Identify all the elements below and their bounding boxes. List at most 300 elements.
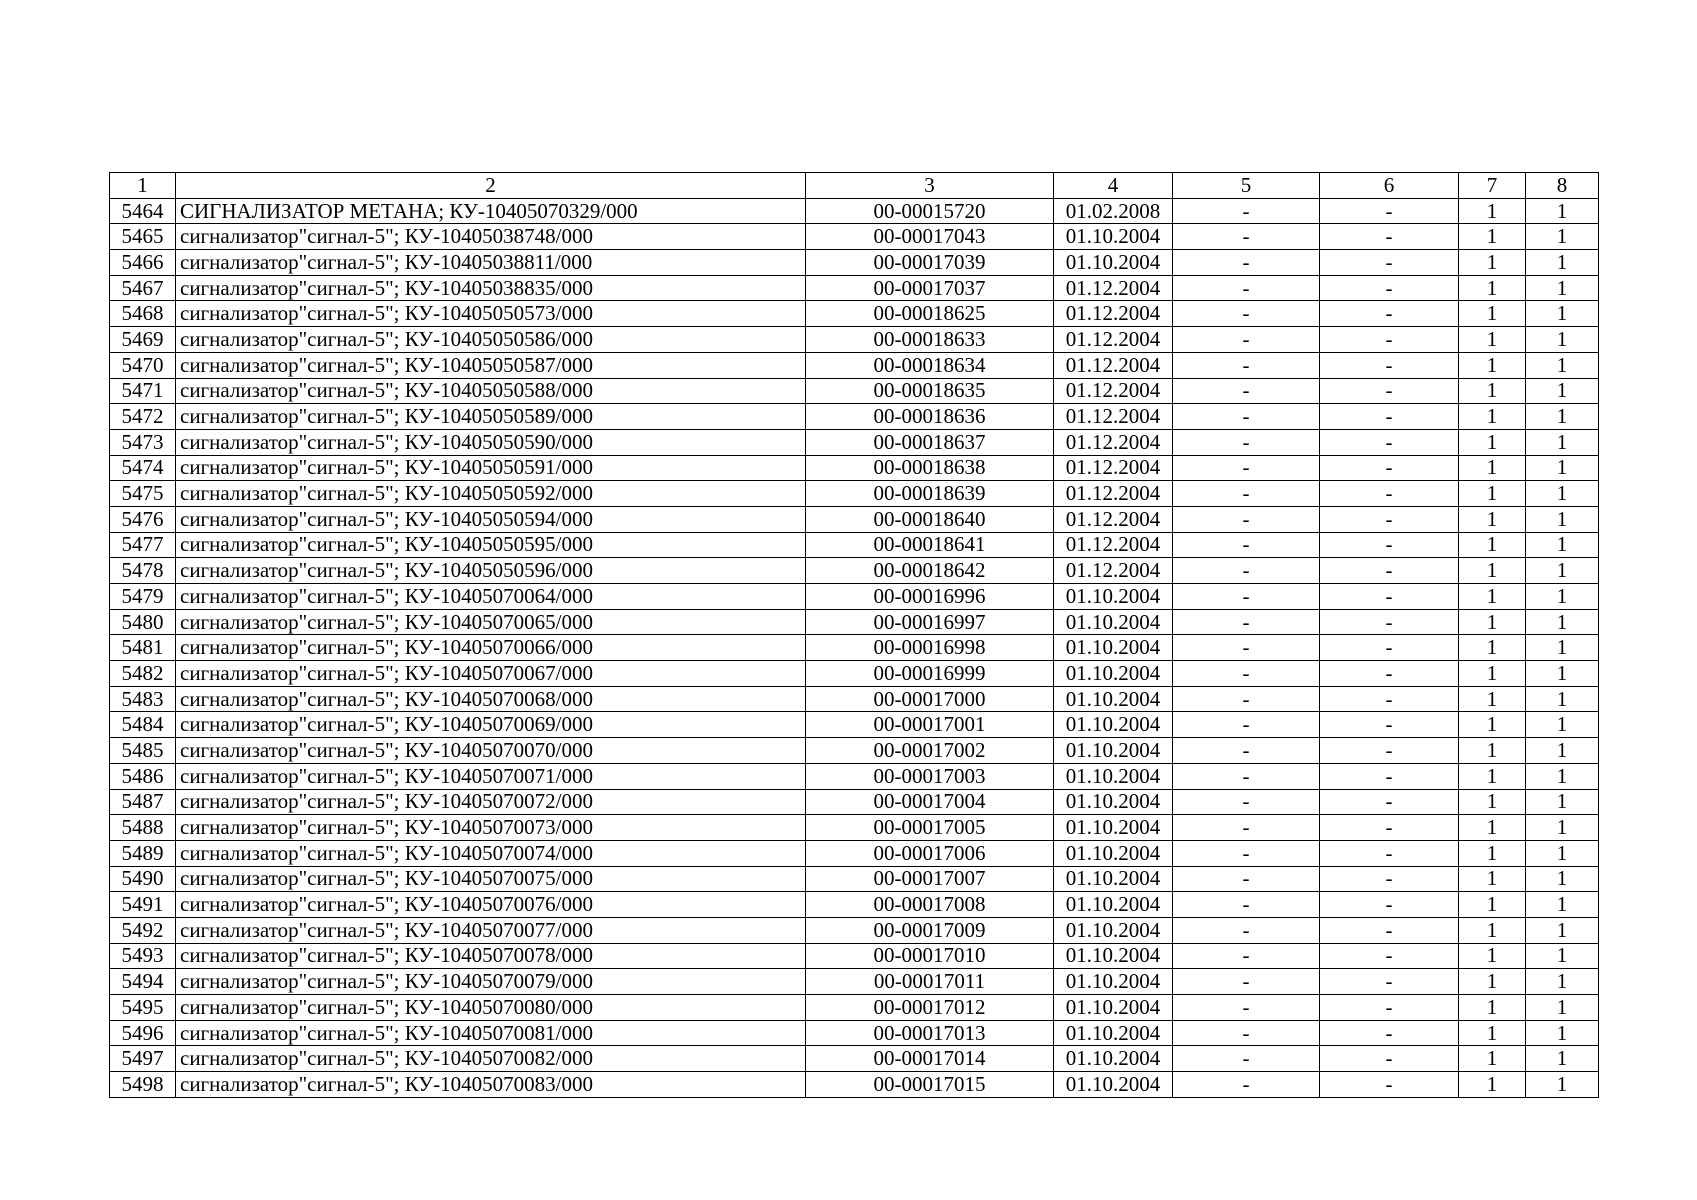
- cell-col-7: 1: [1459, 455, 1526, 481]
- cell-date: 01.10.2004: [1054, 1046, 1173, 1072]
- cell-col-5: -: [1173, 404, 1320, 430]
- cell-col-6: -: [1320, 661, 1459, 687]
- column-header-8: 8: [1526, 173, 1599, 199]
- cell-col-7: 1: [1459, 789, 1526, 815]
- cell-inventory-number: 00-00016996: [806, 584, 1054, 610]
- cell-row-number: 5481: [110, 635, 176, 661]
- table-row: [110, 506, 1599, 532]
- cell-col-8: 1: [1526, 327, 1599, 353]
- cell-col-6: -: [1320, 455, 1459, 481]
- cell-col-6: -: [1320, 506, 1459, 532]
- cell-inventory-number: 00-00017008: [806, 892, 1054, 918]
- cell-col-7: 1: [1459, 609, 1526, 635]
- cell-col-8: 1: [1526, 686, 1599, 712]
- cell-inventory-number: 00-00017003: [806, 763, 1054, 789]
- cell-col-5: -: [1173, 738, 1320, 764]
- table-row: [110, 712, 1599, 738]
- cell-col-7: 1: [1459, 532, 1526, 558]
- cell-item-name: сигнализатор"сигнал-5"; КУ-10405070083/000: [176, 1072, 806, 1098]
- cell-inventory-number: 00-00017000: [806, 686, 1054, 712]
- cell-col-6: -: [1320, 609, 1459, 635]
- cell-date: 01.10.2004: [1054, 917, 1173, 943]
- cell-col-6: -: [1320, 352, 1459, 378]
- cell-item-name: сигнализатор"сигнал-5"; КУ-10405050586/000: [176, 327, 806, 353]
- cell-date: 01.12.2004: [1054, 429, 1173, 455]
- cell-date: 01.12.2004: [1054, 404, 1173, 430]
- column-header-1: 1: [110, 173, 176, 199]
- cell-row-number: 5466: [110, 250, 176, 276]
- cell-col-7: 1: [1459, 686, 1526, 712]
- cell-col-7: 1: [1459, 1072, 1526, 1098]
- cell-col-8: 1: [1526, 1020, 1599, 1046]
- header-row: [110, 173, 1599, 199]
- cell-col-8: 1: [1526, 558, 1599, 584]
- cell-col-6: -: [1320, 250, 1459, 276]
- cell-item-name: сигнализатор"сигнал-5"; КУ-10405070078/000: [176, 943, 806, 969]
- cell-inventory-number: 00-00017015: [806, 1072, 1054, 1098]
- cell-col-8: 1: [1526, 995, 1599, 1021]
- cell-col-5: -: [1173, 455, 1320, 481]
- cell-inventory-number: 00-00017005: [806, 815, 1054, 841]
- cell-date: 01.10.2004: [1054, 943, 1173, 969]
- cell-col-8: 1: [1526, 661, 1599, 687]
- cell-col-5: -: [1173, 609, 1320, 635]
- cell-col-5: -: [1173, 301, 1320, 327]
- cell-date: 01.12.2004: [1054, 275, 1173, 301]
- cell-item-name: сигнализатор"сигнал-5"; КУ-10405050596/000: [176, 558, 806, 584]
- cell-col-5: -: [1173, 275, 1320, 301]
- cell-inventory-number: 00-00017014: [806, 1046, 1054, 1072]
- cell-inventory-number: 00-00018635: [806, 378, 1054, 404]
- cell-col-7: 1: [1459, 1046, 1526, 1072]
- cell-row-number: 5468: [110, 301, 176, 327]
- cell-col-7: 1: [1459, 404, 1526, 430]
- cell-row-number: 5487: [110, 789, 176, 815]
- cell-row-number: 5484: [110, 712, 176, 738]
- table-row: [110, 661, 1599, 687]
- cell-col-5: -: [1173, 1046, 1320, 1072]
- table-body: [110, 198, 1599, 1097]
- cell-item-name: сигнализатор"сигнал-5"; КУ-10405070076/000: [176, 892, 806, 918]
- cell-col-8: 1: [1526, 917, 1599, 943]
- cell-row-number: 5498: [110, 1072, 176, 1098]
- cell-item-name: сигнализатор"сигнал-5"; КУ-10405070071/000: [176, 763, 806, 789]
- cell-col-8: 1: [1526, 789, 1599, 815]
- cell-row-number: 5495: [110, 995, 176, 1021]
- cell-inventory-number: 00-00016997: [806, 609, 1054, 635]
- cell-col-6: -: [1320, 301, 1459, 327]
- cell-col-5: -: [1173, 378, 1320, 404]
- cell-col-8: 1: [1526, 712, 1599, 738]
- cell-row-number: 5488: [110, 815, 176, 841]
- cell-row-number: 5489: [110, 840, 176, 866]
- cell-inventory-number: 00-00017001: [806, 712, 1054, 738]
- cell-item-name: сигнализатор"сигнал-5"; КУ-10405070067/000: [176, 661, 806, 687]
- cell-item-name: сигнализатор"сигнал-5"; КУ-10405050589/000: [176, 404, 806, 430]
- cell-col-5: -: [1173, 250, 1320, 276]
- cell-col-8: 1: [1526, 532, 1599, 558]
- cell-col-7: 1: [1459, 763, 1526, 789]
- cell-col-6: -: [1320, 429, 1459, 455]
- cell-inventory-number: 00-00018625: [806, 301, 1054, 327]
- table-row: [110, 352, 1599, 378]
- cell-col-5: -: [1173, 429, 1320, 455]
- cell-col-6: -: [1320, 224, 1459, 250]
- cell-date: 01.10.2004: [1054, 609, 1173, 635]
- cell-col-5: -: [1173, 866, 1320, 892]
- cell-row-number: 5486: [110, 763, 176, 789]
- cell-col-6: -: [1320, 943, 1459, 969]
- cell-row-number: 5490: [110, 866, 176, 892]
- cell-row-number: 5483: [110, 686, 176, 712]
- table-row: [110, 866, 1599, 892]
- table-row: [110, 301, 1599, 327]
- cell-date: 01.10.2004: [1054, 712, 1173, 738]
- cell-item-name: сигнализатор"сигнал-5"; КУ-10405070069/000: [176, 712, 806, 738]
- cell-item-name: сигнализатор"сигнал-5"; КУ-10405070070/000: [176, 738, 806, 764]
- cell-col-7: 1: [1459, 198, 1526, 224]
- cell-date: 01.10.2004: [1054, 866, 1173, 892]
- cell-col-5: -: [1173, 198, 1320, 224]
- cell-row-number: 5470: [110, 352, 176, 378]
- table-row: [110, 840, 1599, 866]
- cell-col-6: -: [1320, 378, 1459, 404]
- cell-col-6: -: [1320, 815, 1459, 841]
- cell-col-7: 1: [1459, 506, 1526, 532]
- cell-inventory-number: 00-00018640: [806, 506, 1054, 532]
- cell-inventory-number: 00-00017004: [806, 789, 1054, 815]
- cell-date: 01.10.2004: [1054, 995, 1173, 1021]
- column-header-7: 7: [1459, 173, 1526, 199]
- cell-col-8: 1: [1526, 404, 1599, 430]
- cell-date: 01.12.2004: [1054, 301, 1173, 327]
- cell-col-5: -: [1173, 763, 1320, 789]
- cell-col-8: 1: [1526, 866, 1599, 892]
- cell-row-number: 5494: [110, 969, 176, 995]
- cell-col-8: 1: [1526, 635, 1599, 661]
- cell-date: 01.12.2004: [1054, 378, 1173, 404]
- cell-col-7: 1: [1459, 378, 1526, 404]
- cell-col-6: -: [1320, 635, 1459, 661]
- cell-col-8: 1: [1526, 352, 1599, 378]
- cell-date: 01.10.2004: [1054, 892, 1173, 918]
- cell-date: 01.12.2004: [1054, 532, 1173, 558]
- cell-col-6: -: [1320, 686, 1459, 712]
- column-header-3: 3: [806, 173, 1054, 199]
- cell-date: 01.10.2004: [1054, 738, 1173, 764]
- cell-col-5: -: [1173, 1072, 1320, 1098]
- cell-row-number: 5477: [110, 532, 176, 558]
- cell-item-name: сигнализатор"сигнал-5"; КУ-10405070080/000: [176, 995, 806, 1021]
- cell-col-6: -: [1320, 532, 1459, 558]
- cell-col-7: 1: [1459, 301, 1526, 327]
- cell-col-8: 1: [1526, 250, 1599, 276]
- cell-col-5: -: [1173, 840, 1320, 866]
- cell-col-5: -: [1173, 686, 1320, 712]
- cell-row-number: 5464: [110, 198, 176, 224]
- table-row: [110, 635, 1599, 661]
- cell-date: 01.10.2004: [1054, 661, 1173, 687]
- table-row: [110, 609, 1599, 635]
- cell-date: 01.12.2004: [1054, 352, 1173, 378]
- cell-item-name: СИГНАЛИЗАТОР МЕТАНА; КУ-10405070329/000: [176, 198, 806, 224]
- table-row: [110, 250, 1599, 276]
- cell-inventory-number: 00-00018633: [806, 327, 1054, 353]
- cell-col-5: -: [1173, 995, 1320, 1021]
- cell-date: 01.12.2004: [1054, 506, 1173, 532]
- cell-item-name: сигнализатор"сигнал-5"; КУ-10405050592/000: [176, 481, 806, 507]
- cell-item-name: сигнализатор"сигнал-5"; КУ-10405050595/000: [176, 532, 806, 558]
- cell-col-6: -: [1320, 917, 1459, 943]
- column-header-6: 6: [1320, 173, 1459, 199]
- cell-item-name: сигнализатор"сигнал-5"; КУ-10405070064/000: [176, 584, 806, 610]
- cell-col-7: 1: [1459, 481, 1526, 507]
- table-row: [110, 275, 1599, 301]
- table-row: [110, 738, 1599, 764]
- cell-col-7: 1: [1459, 584, 1526, 610]
- cell-col-5: -: [1173, 481, 1320, 507]
- cell-col-7: 1: [1459, 943, 1526, 969]
- cell-inventory-number: 00-00017012: [806, 995, 1054, 1021]
- cell-col-5: -: [1173, 892, 1320, 918]
- cell-date: 01.12.2004: [1054, 481, 1173, 507]
- cell-col-7: 1: [1459, 969, 1526, 995]
- column-header-5: 5: [1173, 173, 1320, 199]
- cell-col-6: -: [1320, 763, 1459, 789]
- cell-col-5: -: [1173, 969, 1320, 995]
- cell-col-7: 1: [1459, 712, 1526, 738]
- cell-col-7: 1: [1459, 995, 1526, 1021]
- cell-row-number: 5491: [110, 892, 176, 918]
- cell-inventory-number: 00-00018637: [806, 429, 1054, 455]
- cell-item-name: сигнализатор"сигнал-5"; КУ-10405050573/000: [176, 301, 806, 327]
- cell-col-6: -: [1320, 969, 1459, 995]
- table-row: [110, 1046, 1599, 1072]
- cell-date: 01.10.2004: [1054, 250, 1173, 276]
- cell-row-number: 5493: [110, 943, 176, 969]
- cell-col-8: 1: [1526, 840, 1599, 866]
- cell-col-6: -: [1320, 840, 1459, 866]
- cell-col-8: 1: [1526, 892, 1599, 918]
- cell-col-8: 1: [1526, 378, 1599, 404]
- cell-col-7: 1: [1459, 429, 1526, 455]
- cell-col-8: 1: [1526, 738, 1599, 764]
- cell-col-5: -: [1173, 1020, 1320, 1046]
- cell-item-name: сигнализатор"сигнал-5"; КУ-10405070075/000: [176, 866, 806, 892]
- cell-item-name: сигнализатор"сигнал-5"; КУ-10405070073/000: [176, 815, 806, 841]
- cell-col-6: -: [1320, 1046, 1459, 1072]
- cell-col-7: 1: [1459, 275, 1526, 301]
- cell-inventory-number: 00-00018638: [806, 455, 1054, 481]
- table-row: [110, 198, 1599, 224]
- cell-col-6: -: [1320, 866, 1459, 892]
- cell-col-8: 1: [1526, 584, 1599, 610]
- cell-col-8: 1: [1526, 763, 1599, 789]
- cell-date: 01.10.2004: [1054, 763, 1173, 789]
- cell-col-8: 1: [1526, 1072, 1599, 1098]
- cell-row-number: 5476: [110, 506, 176, 532]
- cell-row-number: 5485: [110, 738, 176, 764]
- cell-item-name: сигнализатор"сигнал-5"; КУ-10405038811/000: [176, 250, 806, 276]
- column-header-2: 2: [176, 173, 806, 199]
- cell-col-6: -: [1320, 1072, 1459, 1098]
- cell-date: 01.10.2004: [1054, 815, 1173, 841]
- cell-col-7: 1: [1459, 892, 1526, 918]
- table-row: [110, 917, 1599, 943]
- cell-date: 01.12.2004: [1054, 558, 1173, 584]
- cell-row-number: 5497: [110, 1046, 176, 1072]
- cell-item-name: сигнализатор"сигнал-5"; КУ-10405070066/000: [176, 635, 806, 661]
- cell-item-name: сигнализатор"сигнал-5"; КУ-10405070072/000: [176, 789, 806, 815]
- table-row: [110, 1072, 1599, 1098]
- cell-row-number: 5479: [110, 584, 176, 610]
- cell-item-name: сигнализатор"сигнал-5"; КУ-10405038748/000: [176, 224, 806, 250]
- cell-inventory-number: 00-00017039: [806, 250, 1054, 276]
- cell-inventory-number: 00-00017037: [806, 275, 1054, 301]
- table-row: [110, 224, 1599, 250]
- registry-table: [109, 172, 1599, 1098]
- cell-col-5: -: [1173, 352, 1320, 378]
- cell-col-6: -: [1320, 404, 1459, 430]
- cell-row-number: 5474: [110, 455, 176, 481]
- cell-col-8: 1: [1526, 815, 1599, 841]
- cell-date: 01.10.2004: [1054, 635, 1173, 661]
- table-row: [110, 1020, 1599, 1046]
- table-row: [110, 481, 1599, 507]
- cell-col-8: 1: [1526, 429, 1599, 455]
- cell-date: 01.10.2004: [1054, 1020, 1173, 1046]
- cell-date: 01.10.2004: [1054, 1072, 1173, 1098]
- cell-inventory-number: 00-00018642: [806, 558, 1054, 584]
- cell-col-7: 1: [1459, 558, 1526, 584]
- cell-col-7: 1: [1459, 1020, 1526, 1046]
- table-row: [110, 404, 1599, 430]
- cell-col-7: 1: [1459, 840, 1526, 866]
- cell-date: 01.02.2008: [1054, 198, 1173, 224]
- cell-inventory-number: 00-00016999: [806, 661, 1054, 687]
- cell-col-7: 1: [1459, 917, 1526, 943]
- cell-col-5: -: [1173, 558, 1320, 584]
- cell-item-name: сигнализатор"сигнал-5"; КУ-10405070074/000: [176, 840, 806, 866]
- cell-row-number: 5472: [110, 404, 176, 430]
- cell-col-6: -: [1320, 327, 1459, 353]
- cell-inventory-number: 00-00016998: [806, 635, 1054, 661]
- cell-date: 01.10.2004: [1054, 969, 1173, 995]
- cell-col-5: -: [1173, 635, 1320, 661]
- table-row: [110, 429, 1599, 455]
- cell-col-8: 1: [1526, 943, 1599, 969]
- cell-item-name: сигнализатор"сигнал-5"; КУ-10405070077/000: [176, 917, 806, 943]
- table-row: [110, 327, 1599, 353]
- cell-row-number: 5496: [110, 1020, 176, 1046]
- cell-inventory-number: 00-00018639: [806, 481, 1054, 507]
- table-row: [110, 558, 1599, 584]
- cell-row-number: 5478: [110, 558, 176, 584]
- cell-row-number: 5467: [110, 275, 176, 301]
- cell-inventory-number: 00-00017007: [806, 866, 1054, 892]
- table-row: [110, 943, 1599, 969]
- cell-col-5: -: [1173, 584, 1320, 610]
- cell-col-5: -: [1173, 224, 1320, 250]
- cell-col-6: -: [1320, 198, 1459, 224]
- cell-item-name: сигнализатор"сигнал-5"; КУ-10405070081/000: [176, 1020, 806, 1046]
- cell-col-8: 1: [1526, 275, 1599, 301]
- cell-col-8: 1: [1526, 455, 1599, 481]
- cell-col-6: -: [1320, 789, 1459, 815]
- cell-col-6: -: [1320, 275, 1459, 301]
- cell-col-6: -: [1320, 584, 1459, 610]
- cell-date: 01.10.2004: [1054, 584, 1173, 610]
- cell-col-7: 1: [1459, 661, 1526, 687]
- cell-col-8: 1: [1526, 301, 1599, 327]
- cell-item-name: сигнализатор"сигнал-5"; КУ-10405050588/000: [176, 378, 806, 404]
- cell-col-5: -: [1173, 943, 1320, 969]
- table-row: [110, 378, 1599, 404]
- cell-inventory-number: 00-00017009: [806, 917, 1054, 943]
- table-row: [110, 763, 1599, 789]
- cell-date: 01.10.2004: [1054, 686, 1173, 712]
- cell-col-6: -: [1320, 481, 1459, 507]
- cell-item-name: сигнализатор"сигнал-5"; КУ-10405070068/000: [176, 686, 806, 712]
- cell-col-8: 1: [1526, 609, 1599, 635]
- cell-row-number: 5471: [110, 378, 176, 404]
- cell-row-number: 5482: [110, 661, 176, 687]
- column-header-4: 4: [1054, 173, 1173, 199]
- cell-col-6: -: [1320, 995, 1459, 1021]
- cell-col-7: 1: [1459, 815, 1526, 841]
- table-row: [110, 455, 1599, 481]
- cell-row-number: 5475: [110, 481, 176, 507]
- cell-inventory-number: 00-00017002: [806, 738, 1054, 764]
- cell-col-7: 1: [1459, 635, 1526, 661]
- cell-date: 01.12.2004: [1054, 327, 1173, 353]
- cell-col-7: 1: [1459, 224, 1526, 250]
- cell-col-8: 1: [1526, 1046, 1599, 1072]
- cell-col-8: 1: [1526, 969, 1599, 995]
- cell-inventory-number: 00-00018634: [806, 352, 1054, 378]
- cell-col-5: -: [1173, 815, 1320, 841]
- cell-col-6: -: [1320, 558, 1459, 584]
- cell-inventory-number: 00-00015720: [806, 198, 1054, 224]
- cell-col-7: 1: [1459, 327, 1526, 353]
- cell-inventory-number: 00-00017043: [806, 224, 1054, 250]
- cell-col-5: -: [1173, 789, 1320, 815]
- table-row: [110, 969, 1599, 995]
- cell-date: 01.10.2004: [1054, 224, 1173, 250]
- cell-item-name: сигнализатор"сигнал-5"; КУ-10405070082/000: [176, 1046, 806, 1072]
- table-row: [110, 686, 1599, 712]
- cell-col-5: -: [1173, 917, 1320, 943]
- table-row: [110, 789, 1599, 815]
- cell-col-5: -: [1173, 532, 1320, 558]
- cell-col-7: 1: [1459, 352, 1526, 378]
- cell-col-8: 1: [1526, 198, 1599, 224]
- table-row: [110, 815, 1599, 841]
- cell-col-6: -: [1320, 738, 1459, 764]
- cell-inventory-number: 00-00017006: [806, 840, 1054, 866]
- cell-col-8: 1: [1526, 506, 1599, 532]
- cell-col-5: -: [1173, 712, 1320, 738]
- cell-col-5: -: [1173, 661, 1320, 687]
- cell-item-name: сигнализатор"сигнал-5"; КУ-10405070065/000: [176, 609, 806, 635]
- cell-row-number: 5473: [110, 429, 176, 455]
- table-row: [110, 532, 1599, 558]
- cell-row-number: 5465: [110, 224, 176, 250]
- cell-item-name: сигнализатор"сигнал-5"; КУ-10405050594/000: [176, 506, 806, 532]
- cell-col-6: -: [1320, 1020, 1459, 1046]
- cell-item-name: сигнализатор"сигнал-5"; КУ-10405038835/000: [176, 275, 806, 301]
- table-header: [110, 173, 1599, 199]
